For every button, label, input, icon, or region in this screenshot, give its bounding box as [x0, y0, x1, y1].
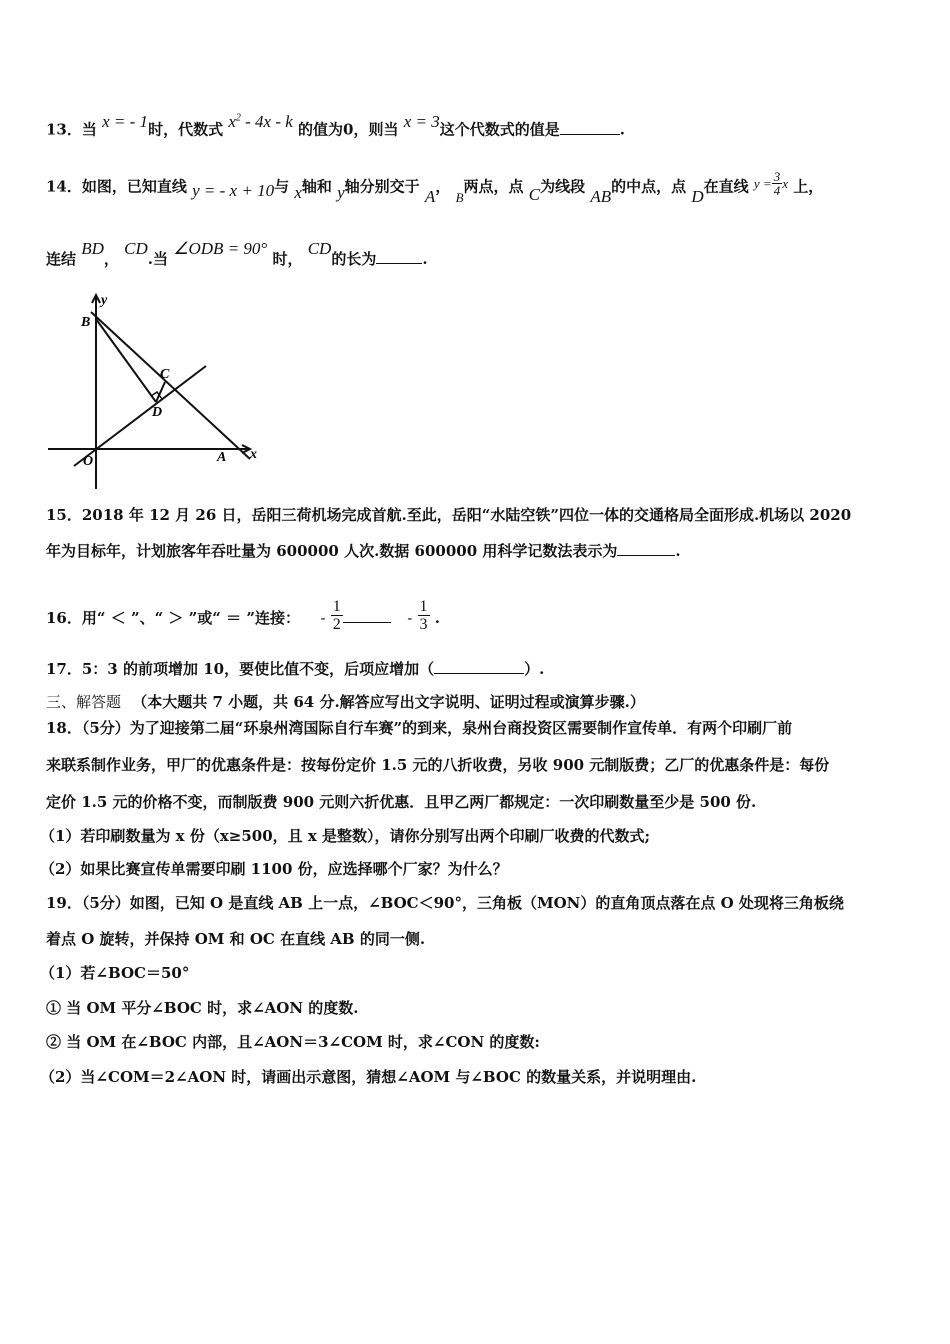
section-title: 三、解答题 — [46, 693, 122, 711]
q14-math-x: x — [294, 182, 302, 202]
line-AB — [91, 312, 250, 459]
q14-text-8: 的中点，点 — [611, 177, 687, 196]
q14-line2-x: x — [782, 175, 788, 191]
q14-text-2: 与 — [274, 177, 290, 196]
q16-neg-2: - — [407, 609, 413, 627]
q13-text-1: 当 — [81, 120, 97, 139]
q13-expr-x: x — [228, 111, 236, 131]
q17-end: ）. — [524, 660, 545, 678]
label-C: C — [160, 367, 170, 382]
q13-math-expression — [228, 112, 292, 131]
q14-line2-y: y = — [753, 175, 772, 191]
q14-math-BD: BD — [81, 239, 104, 258]
q16-fraction-third — [418, 598, 430, 633]
question-18-line-1: 18．（5分）为了迎接第二届“环泉州湾国际自行车赛”的到来，泉州台商投资区需要制作宣传单．有两个印刷厂前 — [46, 719, 793, 737]
question-14-line-1 — [46, 169, 824, 206]
geometry-figure — [44, 292, 274, 492]
question-19-line-1: 19．（5分）如图，已知 O 是直线 AB 上一点，∠BOC＜90°，三角板（MON）的直角顶点落在点 O 处现将三角板绕 — [46, 894, 844, 912]
q13-text-4: 这个代数式的值是 — [439, 120, 560, 139]
question-18-line-3: 定价 1.5 元的价格不变，而制版费 900 元则六折优惠．且甲乙两厂都规定：一次印刷数量至少是 500 份. — [46, 793, 757, 811]
q14-text-6: 两点，点 — [463, 177, 524, 196]
q14-l2-text-5: 的长为 — [331, 250, 377, 268]
q15-answer-blank — [617, 541, 675, 556]
q13-math-x-value: x = - 1 — [102, 111, 149, 131]
question-19-sub-1b: ② 当 OM 在∠BOC 内部，且∠AON＝3∠COM 时，求∠CON 的度数: — [46, 1033, 540, 1051]
q13-text-2: 时，代数式 — [148, 120, 224, 139]
q14-math-AB: AB — [590, 186, 612, 206]
question-18-sub-1: （1）若印刷数量为 x 份（x≥500，且 x 是整数），请你分别写出两个印刷厂收费的代数式; — [40, 827, 651, 845]
label-A: A — [217, 450, 227, 465]
q14-math-CD-1: CD — [124, 239, 148, 258]
section-note: （本大题共 7 小题，共 64 分.解答应写出文字说明、证明过程或演算步骤.） — [132, 693, 645, 711]
question-13 — [46, 111, 625, 140]
q13-number: 13． — [46, 120, 82, 139]
question-16 — [46, 598, 440, 633]
q14-l2-end: . — [422, 250, 428, 268]
label-D: D — [152, 405, 163, 420]
q15-end: . — [675, 542, 681, 560]
q16-neg-1: - — [320, 609, 326, 627]
q14-l2-text-4: 时， — [272, 250, 303, 268]
question-19-line-2: 着点 O 旋转，并保持 OM 和 OC 在直线 AB 的同一侧. — [46, 930, 426, 948]
q16-text: 16．用“ ＜ ”、“ ＞ ”或“ ＝ ”连接： — [46, 609, 300, 627]
label-B: B — [81, 315, 91, 330]
q13-expr-sup: 2 — [235, 112, 241, 123]
q13-end: . — [619, 120, 625, 139]
question-18-line-2: 来联系制作业务，甲厂的优惠条件是：按每份定价 1.5 元的八折收费，另收 900 元制版费；乙厂的优惠条件是：每份 — [46, 756, 830, 774]
q14-text-7: 为线段 — [540, 177, 586, 196]
q17-answer-blank — [434, 659, 524, 674]
q14-math-A: A — [424, 186, 436, 206]
q14-math-CD-2: CD — [307, 239, 332, 258]
q14-fraction-3-4 — [772, 170, 783, 197]
label-y: y — [101, 293, 108, 308]
q14-math-B: B — [455, 189, 464, 205]
q14-math-line-2 — [753, 169, 793, 198]
q16-den-1: 2 — [332, 616, 341, 633]
q16-fraction-half — [331, 598, 343, 633]
question-17 — [46, 659, 544, 679]
q13-expr-rest: - 4x - k — [240, 111, 293, 131]
q14-text-3: 轴和 — [301, 177, 332, 196]
question-19-sub-1a: ① 当 OM 平分∠BOC 时，求∠AON 的度数. — [46, 999, 359, 1017]
q14-text-9: 在直线 — [703, 177, 749, 196]
q14-math-y: y — [337, 182, 345, 202]
q14-answer-blank — [376, 249, 422, 264]
q14-math-C: C — [528, 184, 541, 204]
question-19-sub-1: （1）若∠BOC＝50° — [40, 964, 190, 982]
question-18-sub-2: （2）如果比赛宣传单需要印刷 1100 份，应选择哪个厂家？为什么？ — [40, 860, 508, 878]
q16-end: . — [434, 609, 441, 627]
q14-math-D: D — [691, 186, 704, 206]
question-19-sub-2: （2）当∠COM＝2∠AON 时，请画出示意图，猜想∠AOM 与∠BOC 的数量关系，并说明理由. — [40, 1068, 697, 1086]
q15-line-2-text: 年为目标年，计划旅客年吞吐量为 600000 人次.数据 600000 用科学记数法表示为 — [46, 542, 618, 560]
q14-text-5: ， — [435, 177, 451, 196]
q14-math-angle: ∠ODB = 90° — [173, 239, 268, 258]
segment-BD — [96, 319, 156, 402]
q13-answer-blank — [560, 120, 620, 135]
q14-l2-text-3: .当 — [147, 250, 169, 268]
q16-num-2: 1 — [419, 598, 428, 615]
q13-text-3: 的值为0，则当 — [298, 120, 399, 139]
question-15-line-1: 15．2018 年 12 月 26 日，岳阳三荷机场完成首航.至此，岳阳“水陆空铁”四位一体的交通格局全面形成.机场以 2020 — [46, 506, 852, 524]
question-15-line-2 — [46, 541, 681, 561]
q14-number: 14． — [46, 177, 82, 196]
q14-l2-text-1: 连结 — [46, 250, 77, 268]
q17-text: 17．5：3 的前项增加 10，要使比值不变，后项应增加（ — [46, 660, 435, 678]
question-14-line-2 — [46, 239, 428, 269]
q14-fraction-denominator: 4 — [773, 183, 781, 198]
q16-den-2: 3 — [419, 616, 428, 633]
q14-text-10: 上， — [793, 177, 824, 196]
q16-num-1: 1 — [332, 598, 341, 615]
q14-fraction-numerator: 3 — [773, 169, 781, 184]
q16-answer-blank — [343, 608, 391, 623]
q13-math-x-3: x = 3 — [403, 111, 440, 131]
section-heading — [46, 692, 645, 712]
q14-text-4: 轴分别交于 — [344, 177, 420, 196]
q14-l2-text-2: ， — [103, 250, 119, 268]
label-x: x — [250, 447, 257, 462]
q14-math-line-equation: y = - x + 10 — [192, 180, 275, 200]
label-O: O — [83, 454, 94, 469]
q14-text-1: 如图，已知直线 — [81, 177, 187, 196]
